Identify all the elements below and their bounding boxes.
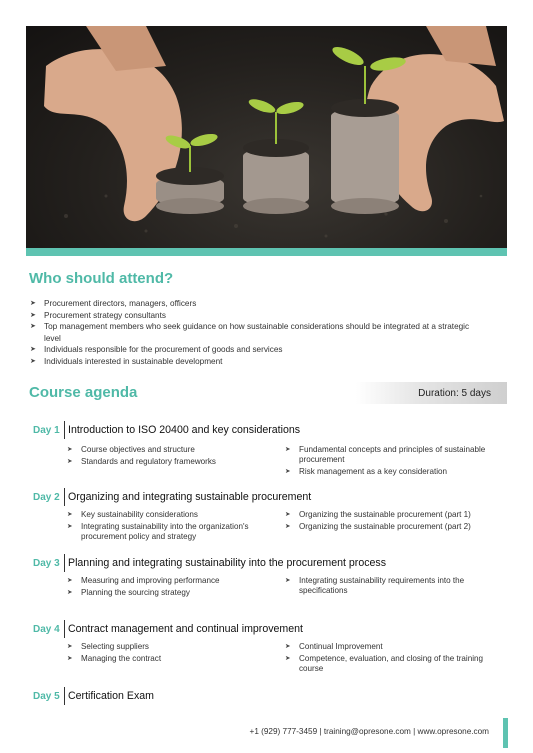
day-title: Planning and integrating sustainability into the procurement process bbox=[68, 557, 387, 569]
day-label: Day 5 bbox=[33, 690, 60, 702]
agenda-day-2 bbox=[33, 488, 507, 542]
list-item: ➤ Top management members who seek guidance on how sustainable considerations should be integrated at a strategic level bbox=[30, 321, 470, 344]
list-item: ➤ Planning the sourcing strategy bbox=[67, 588, 257, 598]
day-topics-left bbox=[67, 445, 257, 469]
list-item: ➤ Continual Improvement bbox=[285, 642, 500, 652]
agenda-day-1 bbox=[33, 421, 507, 477]
day-label: Day 4 bbox=[33, 623, 60, 635]
day-title: Introduction to ISO 20400 and key considerations bbox=[68, 424, 301, 436]
duration-badge bbox=[356, 382, 507, 404]
day-label: Day 2 bbox=[33, 491, 60, 503]
list-item: ➤ Procurement directors, managers, officers bbox=[30, 298, 470, 310]
day-divider bbox=[64, 421, 65, 439]
list-item: ➤ Organizing the sustainable procurement (part 2) bbox=[285, 522, 500, 532]
day-topics-right bbox=[285, 445, 500, 480]
list-item: ➤ Individuals interested in sustainable development bbox=[30, 356, 470, 368]
agenda-day-4 bbox=[33, 620, 507, 674]
list-item: ➤ Measuring and improving performance bbox=[67, 576, 257, 586]
list-item: ➤ Integrating sustainability requirements into the specifications bbox=[285, 576, 500, 596]
day-topics-left bbox=[67, 642, 257, 666]
hero-image bbox=[26, 26, 507, 248]
agenda-heading: Course agenda bbox=[29, 384, 138, 401]
list-item: ➤ Fundamental concepts and principles of sustainable procurement bbox=[285, 445, 500, 465]
agenda-day-5 bbox=[33, 687, 507, 705]
attend-heading: Who should attend? bbox=[29, 270, 174, 287]
sprouting-coins-illustration bbox=[26, 26, 507, 248]
list-item: ➤ Key sustainability considerations bbox=[67, 510, 262, 520]
day-topics-left bbox=[67, 510, 262, 545]
day-divider bbox=[64, 620, 65, 638]
list-item: ➤ Individuals responsible for the procurement of goods and services bbox=[30, 344, 470, 356]
list-item: ➤ Organizing the sustainable procurement (part 1) bbox=[285, 510, 500, 520]
list-item: ➤ Managing the contract bbox=[67, 654, 257, 664]
day-label: Day 3 bbox=[33, 557, 60, 569]
day-label: Day 1 bbox=[33, 424, 60, 436]
list-item: ➤ Risk management as a key consideration bbox=[285, 467, 500, 477]
day-topics-right bbox=[285, 576, 500, 598]
duration-label: Duration: 5 days bbox=[418, 387, 491, 399]
day-topics-right bbox=[285, 642, 500, 677]
day-title: Organizing and integrating sustainable procurement bbox=[68, 491, 312, 503]
day-divider bbox=[64, 554, 65, 572]
day-title: Certification Exam bbox=[68, 690, 154, 702]
list-item: ➤ Standards and regulatory frameworks bbox=[67, 457, 257, 467]
footer-accent-bar bbox=[503, 718, 508, 748]
list-item: ➤ Course objectives and structure bbox=[67, 445, 257, 455]
list-item: ➤ Selecting suppliers bbox=[67, 642, 257, 652]
agenda-day-3 bbox=[33, 554, 507, 598]
footer-contact: +1 (929) 777-3459 | training@opresone.com | www.opresone.com bbox=[249, 727, 489, 736]
day-divider bbox=[64, 488, 65, 506]
day-topics-right bbox=[285, 510, 500, 534]
list-item: ➤ Integrating sustainability into the organization's procurement policy and strategy bbox=[67, 522, 262, 542]
hero-accent-bar bbox=[26, 248, 507, 256]
list-item: ➤ Competence, evaluation, and closing of the training course bbox=[285, 654, 500, 674]
attend-list bbox=[30, 298, 470, 368]
day-title: Contract management and continual improvement bbox=[68, 623, 303, 635]
day-divider bbox=[64, 687, 65, 705]
day-topics-left bbox=[67, 576, 257, 600]
list-item: ➤ Procurement strategy consultants bbox=[30, 310, 470, 322]
